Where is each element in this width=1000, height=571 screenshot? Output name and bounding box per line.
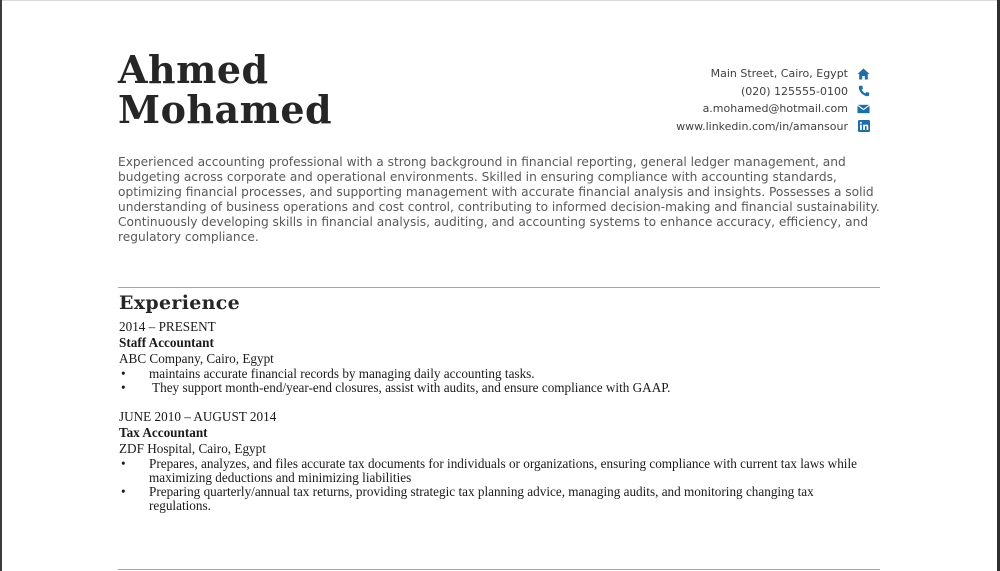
address-text: Main Street, Cairo, Egypt bbox=[710, 67, 848, 81]
resume-name bbox=[118, 47, 333, 132]
bullet-marker: • bbox=[121, 456, 126, 471]
first-name: Ahmed bbox=[118, 47, 269, 92]
email-icon bbox=[857, 102, 870, 115]
job-dates: 2014 – PRESENT bbox=[119, 319, 216, 334]
page-left-edge bbox=[0, 0, 2, 571]
phone-text: (020) 125555-0100 bbox=[740, 84, 848, 98]
bullet-marker: • bbox=[121, 380, 126, 395]
contact-email bbox=[550, 100, 870, 118]
job-title: Tax Accountant bbox=[119, 425, 208, 440]
job-company: ABC Company, Cairo, Egypt bbox=[119, 351, 274, 366]
duty-item bbox=[119, 457, 859, 485]
duty-text: Prepares, analyzes, and files accurate tax documents for individuals or organizations, ensuring compliance with current tax laws while maximizing deductions and minimizing liabilities bbox=[149, 456, 857, 485]
duty-item bbox=[119, 381, 899, 395]
duty-text: Preparing quarterly/annual tax returns, providing strategic tax planning advice, managing audits, and monitoring changing tax regulations. bbox=[149, 484, 814, 513]
bottom-divider bbox=[118, 569, 880, 570]
home-icon bbox=[857, 67, 870, 80]
duty-text: maintains accurate financial records by managing daily accounting tasks. bbox=[149, 366, 535, 381]
contact-phone bbox=[550, 83, 870, 101]
contact-linkedin bbox=[550, 118, 870, 136]
job-duties bbox=[119, 457, 859, 513]
job-title: Staff Accountant bbox=[119, 335, 214, 350]
linkedin-icon bbox=[857, 120, 870, 133]
job-dates: JUNE 2010 – AUGUST 2014 bbox=[119, 409, 277, 424]
last-name: Mohamed bbox=[118, 87, 333, 132]
section-title-experience: Experience bbox=[119, 292, 240, 314]
email-text: a.mohamed@hotmail.com bbox=[702, 102, 848, 116]
bullet-marker: • bbox=[121, 366, 126, 381]
contact-address bbox=[550, 65, 870, 83]
bullet-marker: • bbox=[121, 484, 126, 499]
linkedin-text: www.linkedin.com/in/amansour bbox=[676, 119, 848, 133]
job-duties bbox=[119, 367, 899, 395]
job-entry-tax-accountant bbox=[119, 409, 859, 513]
job-company: ZDF Hospital, Cairo, Egypt bbox=[119, 441, 266, 456]
contact-block bbox=[550, 65, 870, 135]
professional-summary: Experienced accounting professional with a strong background in financial reporting, general ledger management, and budgeting across corporate and operational environments. Skilled in ensuring compliance with accounting standards, optimizing financial processes, and supporting management with accurate financial analysis and insights. Possesses a solid understanding of business operations and cost control, contributing to informed decision-making and financial sustainability. Continuously developing skills in financial analysis, auditing, and accounting systems to enhance accuracy, efficiency, and regulatory compliance. bbox=[118, 155, 880, 244]
duty-item bbox=[119, 367, 899, 381]
section-divider bbox=[118, 287, 880, 288]
job-entry-staff-accountant bbox=[119, 319, 899, 395]
duty-text: They support month-end/year-end closures, assist with audits, and ensure compliance with GAAP. bbox=[149, 380, 671, 395]
phone-icon bbox=[857, 85, 870, 98]
page-top-edge bbox=[0, 0, 1000, 1]
duty-item bbox=[119, 485, 859, 513]
